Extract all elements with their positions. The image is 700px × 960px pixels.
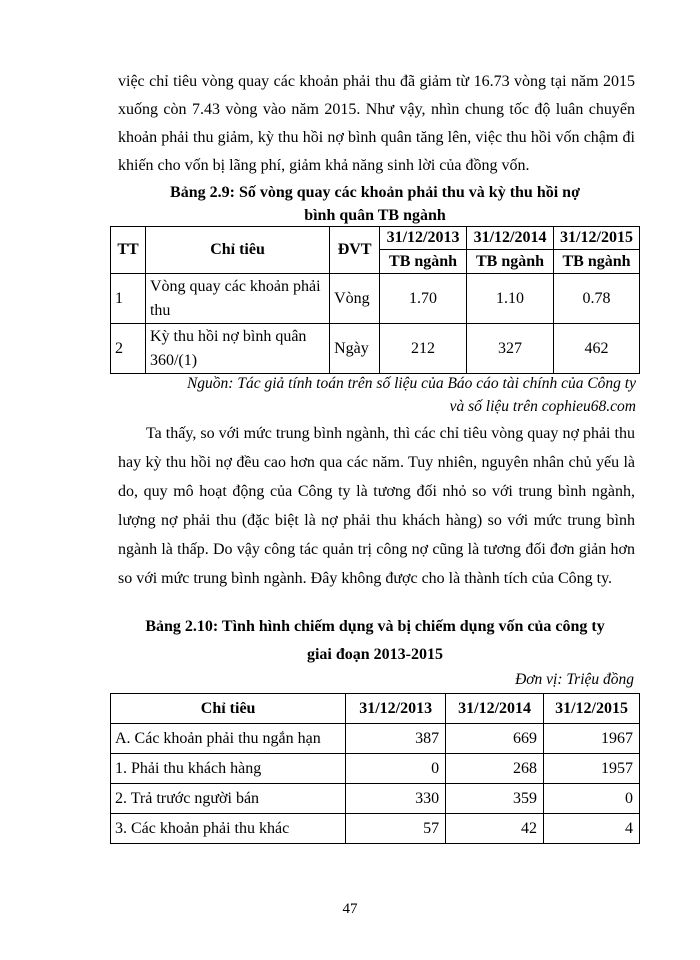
table2-cell-value: 359: [446, 784, 544, 814]
table2-header-year: 31/12/2014: [446, 694, 544, 724]
table1-header-year: 31/12/2013: [380, 227, 467, 250]
table1-header-year: 31/12/2015: [553, 227, 639, 250]
table2-cell-label: 1. Phải thu khách hàng: [111, 754, 346, 784]
table1-header-indicator: Chỉ tiêu: [145, 227, 329, 274]
table1-cell-value: 327: [467, 324, 554, 374]
table2-header-year: 31/12/2013: [346, 694, 446, 724]
table2-cell-value: 669: [446, 724, 544, 754]
table1-cell-unit: Ngày: [330, 324, 380, 374]
table2-cell-value: 1967: [544, 724, 640, 754]
table-row: [111, 724, 640, 754]
table-row: [111, 274, 640, 324]
table2-cell-label: 2. Trả trước người bán: [111, 784, 346, 814]
table1-header-year: 31/12/2014: [467, 227, 554, 250]
table2-unit-note: Đơn vị: Triệu đồng: [515, 671, 634, 688]
table1-cell-value: 212: [380, 324, 467, 374]
table1-header-tt: TT: [111, 227, 146, 274]
table2-cell-value: 0: [544, 784, 640, 814]
table2-cell-value: 268: [446, 754, 544, 784]
table1-cell-indicator: Kỳ thu hồi nợ bình quân 360/(1): [145, 324, 329, 374]
table1-subheader: TB ngành: [467, 250, 554, 274]
body-paragraph: Ta thấy, so với mức trung bình ngành, thì các chỉ tiêu vòng quay nợ phải thu hay kỳ thu hồi nợ đều cao hơn qua các năm. Tuy nhiên, nguyên nhân chủ yếu là do, quy mô hoạt động của Công ty là tương đối nhỏ so với trung bình ngành, lượng nợ phải thu (đặc biệt là nợ phải thu khách hàng) so với mức trung bình ngành là thấp. Do vậy công tác quản trị công nợ cũng là tương đối đơn giản hơn so với mức trung bình ngành. Đây không được cho là thành tích của Công ty.: [118, 425, 635, 587]
table1-caption-line2: bình quân TB ngành: [304, 207, 446, 224]
table2-cell-value: 0: [346, 754, 446, 784]
table1-cell-unit: Vòng: [330, 274, 380, 324]
table1-cell-value: 1.10: [467, 274, 554, 324]
table2-cell-value: 4: [544, 814, 640, 844]
table1-cell-value: 1.70: [380, 274, 467, 324]
table2-cell-value: 330: [346, 784, 446, 814]
intro-paragraph: việc chỉ tiêu vòng quay các khoản phải thu đã giảm từ 16.73 vòng tại năm 2015 xuống còn 7.43 vòng vào năm 2015. Như vậy, nhìn chung tốc độ luân chuyển khoản phải thu giảm, kỳ thu hồi nợ bình quân tăng lên, việc thu hồi vốn chậm đi khiến cho vốn bị lãng phí, giảm khả năng sinh lời của đồng vốn.: [118, 73, 635, 174]
page-number: 47: [342, 901, 358, 917]
table2-cell-value: 57: [346, 814, 446, 844]
table-row: [111, 814, 640, 844]
table2-caption-line2: giai đoạn 2013-2015: [306, 646, 443, 663]
table2-cell-label: A. Các khoản phải thu ngắn hạn: [111, 724, 346, 754]
table1-cell-value: 0.78: [553, 274, 639, 324]
table1-subheader: TB ngành: [380, 250, 467, 274]
table2-cell-label: 3. Các khoản phải thu khác: [111, 814, 346, 844]
table2-cell-value: 42: [446, 814, 544, 844]
table1-cell-tt: 1: [111, 274, 146, 324]
table1-source-line2: và số liệu trên cophieu68.com: [449, 398, 636, 415]
table-row: [111, 324, 640, 374]
table1-cell-indicator: Vòng quay các khoản phải thu: [145, 274, 329, 324]
table2: [110, 693, 640, 844]
table-row: [111, 754, 640, 784]
table1-caption-line1: Bảng 2.9: Số vòng quay các khoản phải thu và kỳ thu hồi nợ: [170, 184, 580, 201]
table-row: [111, 784, 640, 814]
table1-header-unit: ĐVT: [330, 227, 380, 274]
table1-cell-tt: 2: [111, 324, 146, 374]
table2-header-indicator: Chỉ tiêu: [111, 694, 346, 724]
table1-subheader: TB ngành: [553, 250, 639, 274]
table1: [110, 226, 640, 374]
table2-cell-value: 387: [346, 724, 446, 754]
table1-source-line1: Nguồn: Tác giả tính toán trên số liệu của Báo cáo tài chính của Công ty: [186, 375, 636, 392]
table2-cell-value: 1957: [544, 754, 640, 784]
table2-header-year: 31/12/2015: [544, 694, 640, 724]
table2-caption-line1: Bảng 2.10: Tình hình chiếm dụng và bị chiếm dụng vốn của công ty: [145, 618, 605, 635]
table1-cell-value: 462: [553, 324, 639, 374]
